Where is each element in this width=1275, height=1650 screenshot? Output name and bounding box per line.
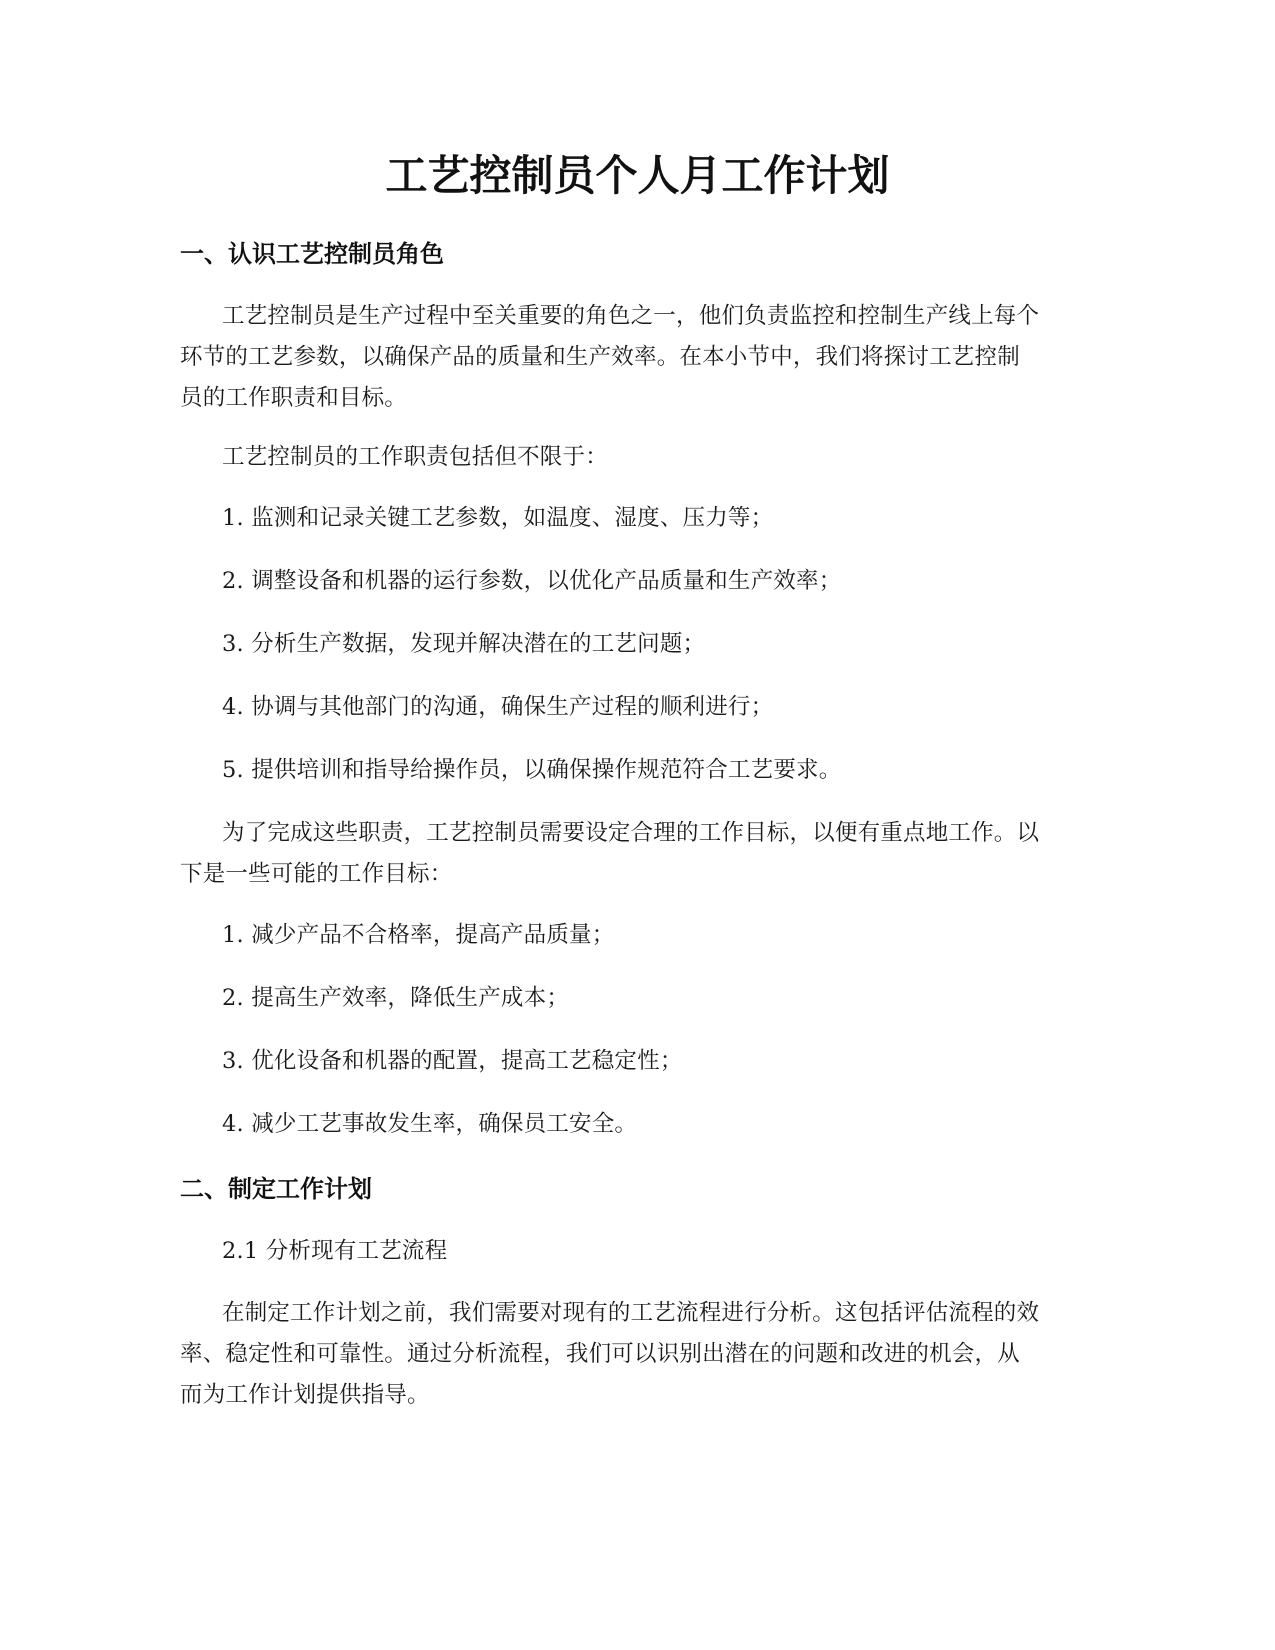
list-item-duty-4: 4. 协调与其他部门的沟通，确保生产过程的顺利进行； — [222, 694, 774, 720]
paragraph-goals-intro: 为了完成这些职责，工艺控制员需要设定合理的工作目标，以便有重点地工作。以下是一些可能的工作目标： — [180, 820, 1040, 887]
list-item-goal-4: 4. 减少工艺事故发生率，确保员工安全。 — [222, 1111, 638, 1137]
list-item-goal-3: 3. 优化设备和机器的配置，提高工艺稳定性； — [222, 1048, 683, 1074]
list-item-duty-5: 5. 提供培训和指导给操作员，以确保操作规范符合工艺要求。 — [222, 757, 842, 783]
list-item-goal-1: 1. 减少产品不合格率，提高产品质量； — [222, 922, 615, 948]
list-item-duty-3: 3. 分析生产数据，发现并解决潜在的工艺问题； — [222, 631, 706, 657]
paragraph-duties-intro: 工艺控制员的工作职责包括但不限于： — [222, 444, 608, 470]
list-item-duty-2: 2. 调整设备和机器的运行参数，以优化产品质量和生产效率； — [222, 568, 842, 594]
list-item-goal-2: 2. 提高生产效率，降低生产成本； — [222, 985, 570, 1011]
paragraph-role-intro: 工艺控制员是生产过程中至关重要的角色之一，他们负责监控和控制生产线上每个环节的工艺参数，以确保产品的质量和生产效率。在本小节中，我们将探讨工艺控制员的工作职责和目标。 — [180, 303, 1040, 411]
list-item-duty-1: 1. 监测和记录关键工艺参数，如温度、湿度、压力等； — [222, 505, 774, 531]
subheading-analyze-process: 2.1 分析现有工艺流程 — [222, 1238, 448, 1264]
section-heading-role: 一、认识工艺控制员角色 — [180, 240, 444, 268]
document-title: 工艺控制员个人月工作计划 — [385, 151, 890, 200]
section-heading-plan: 二、制定工作计划 — [180, 1175, 372, 1203]
paragraph-analyze-process: 在制定工作计划之前，我们需要对现有的工艺流程进行分析。这包括评估流程的效率、稳定性和可靠性。通过分析流程，我们可以识别出潜在的问题和改进的机会，从而为工作计划提供指导。 — [180, 1300, 1040, 1408]
